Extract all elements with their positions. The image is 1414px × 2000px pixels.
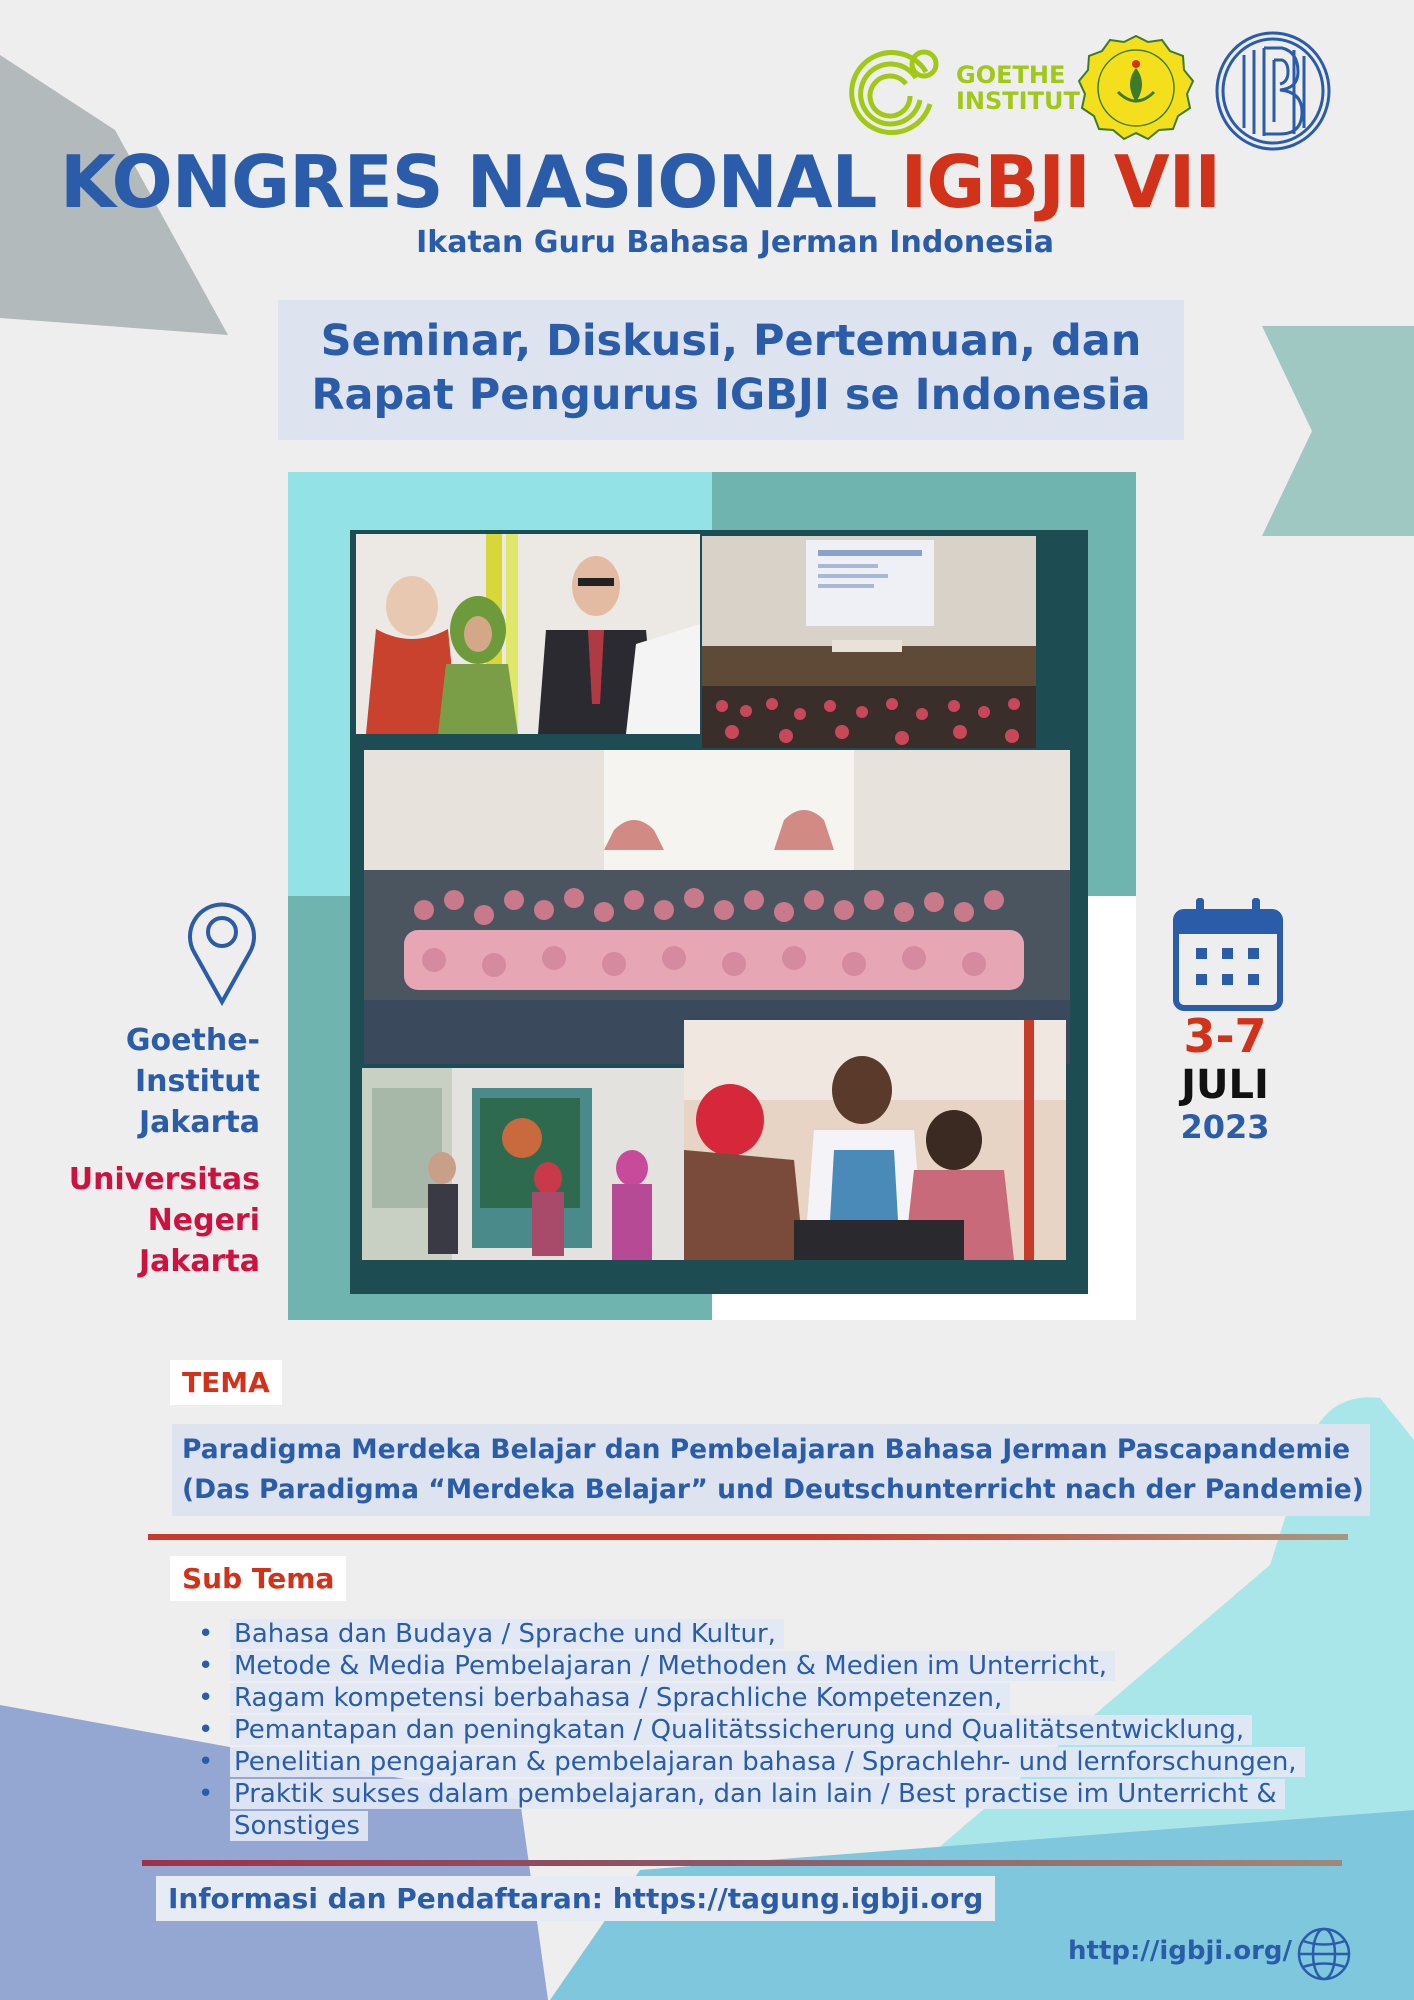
venue2-line1: Universitas xyxy=(68,1162,260,1197)
venue-block xyxy=(60,1020,260,1282)
tema-line2: (Das Paradigma “Merdeka Belajar” und Deutschunterricht nach der Pandemie) xyxy=(182,1474,1364,1505)
venue2-line2: Negeri xyxy=(147,1203,260,1238)
subtema-item: • Pemantapan dan peningkatan / Qualitätssicherung und Qualitätsentwicklung, xyxy=(196,1714,1356,1746)
globe xyxy=(1296,1926,1352,1986)
goethe-line2: INSTITUT xyxy=(956,87,1080,115)
photo-portrait-image xyxy=(356,534,700,734)
venue1-line2: Institut xyxy=(134,1064,260,1099)
organization-subtitle: Ikatan Guru Bahasa Jerman Indonesia xyxy=(416,225,1054,260)
title-main: KONGRES NASIONAL xyxy=(60,140,877,224)
event-description-box xyxy=(278,300,1184,440)
subtema-item: • Bahasa dan Budaya / Sprache und Kultur, xyxy=(196,1618,1356,1650)
title-accent: IGBJI VII xyxy=(900,140,1221,224)
event-line2: Rapat Pengurus IGBJI se Indonesia xyxy=(311,370,1151,420)
subtema-item: • Praktik sukses dalam pembelajaran, dan lain lain / Best practise im Unterricht & xyxy=(196,1778,1356,1810)
unj-seal-icon xyxy=(1074,32,1198,144)
goethe-logo-text xyxy=(956,62,1080,114)
divider-bottom xyxy=(142,1860,1342,1866)
date-days: 3-7 xyxy=(1183,1009,1267,1063)
location-pin xyxy=(184,896,260,1010)
website-link[interactable]: http://igbji.org/ xyxy=(1068,1936,1292,1966)
igbji-logo xyxy=(1214,30,1332,156)
photo-auditorium-stage xyxy=(702,536,1036,748)
subtema-item: • Penelitian pengajaran & pembelajaran bahasa / Sprachlehr- und lernforschungen, xyxy=(196,1746,1356,1778)
calendar xyxy=(1172,896,1284,1016)
venue2-line3: Jakarta xyxy=(139,1244,260,1279)
unj-logo xyxy=(1074,32,1198,148)
registration-info-link[interactable]: Informasi dan Pendaftaran: https://tagung.igbji.org xyxy=(156,1876,995,1921)
photo-stage-image xyxy=(702,536,1036,748)
goethe-line1: GOETHE xyxy=(956,61,1066,89)
venue1-line1: Goethe- xyxy=(125,1023,260,1058)
subtema-item-continued: Sonstiges xyxy=(196,1810,1356,1842)
main-title xyxy=(60,140,1220,224)
venue-unj xyxy=(60,1159,260,1282)
subtema-list xyxy=(196,1618,1356,1842)
photo-collage xyxy=(288,472,1136,1320)
calendar-icon xyxy=(1172,896,1284,1012)
photo-workshop-image xyxy=(684,1020,1066,1260)
venue1-line3: Jakarta xyxy=(139,1105,260,1140)
photo-workshop xyxy=(684,1020,1066,1260)
date-month: JULI xyxy=(1181,1062,1269,1108)
photo-portrait-group xyxy=(356,534,700,734)
divider-top xyxy=(148,1534,1348,1540)
photo-group-image xyxy=(364,750,1070,1064)
event-line1: Seminar, Diskusi, Pertemuan, dan xyxy=(320,316,1142,366)
photo-exhibition xyxy=(362,1068,684,1260)
subtema-item: • Ragam kompetensi berbahasa / Sprachliche Kompetenzen, xyxy=(196,1682,1356,1714)
igbji-monogram-icon xyxy=(1214,30,1332,152)
tema-box xyxy=(172,1424,1370,1516)
venue-goethe xyxy=(60,1020,260,1143)
subtema-label: Sub Tema xyxy=(170,1556,346,1601)
goethe-spiral-icon xyxy=(848,42,944,138)
photo-exhibition-image xyxy=(362,1068,684,1260)
tema-line1: Paradigma Merdeka Belajar dan Pembelajaran Bahasa Jerman Pascapandemie xyxy=(182,1434,1351,1465)
globe-icon xyxy=(1296,1926,1352,1982)
subtema-item: • Metode & Media Pembelajaran / Methoden & Medien im Unterricht, xyxy=(196,1650,1356,1682)
photo-group-assembly xyxy=(364,750,1070,1064)
goethe-institut-logo xyxy=(848,42,944,142)
tema-label: TEMA xyxy=(170,1360,282,1405)
map-pin-icon xyxy=(184,896,260,1006)
event-date xyxy=(1150,1010,1300,1146)
date-year: 2023 xyxy=(1180,1108,1270,1146)
